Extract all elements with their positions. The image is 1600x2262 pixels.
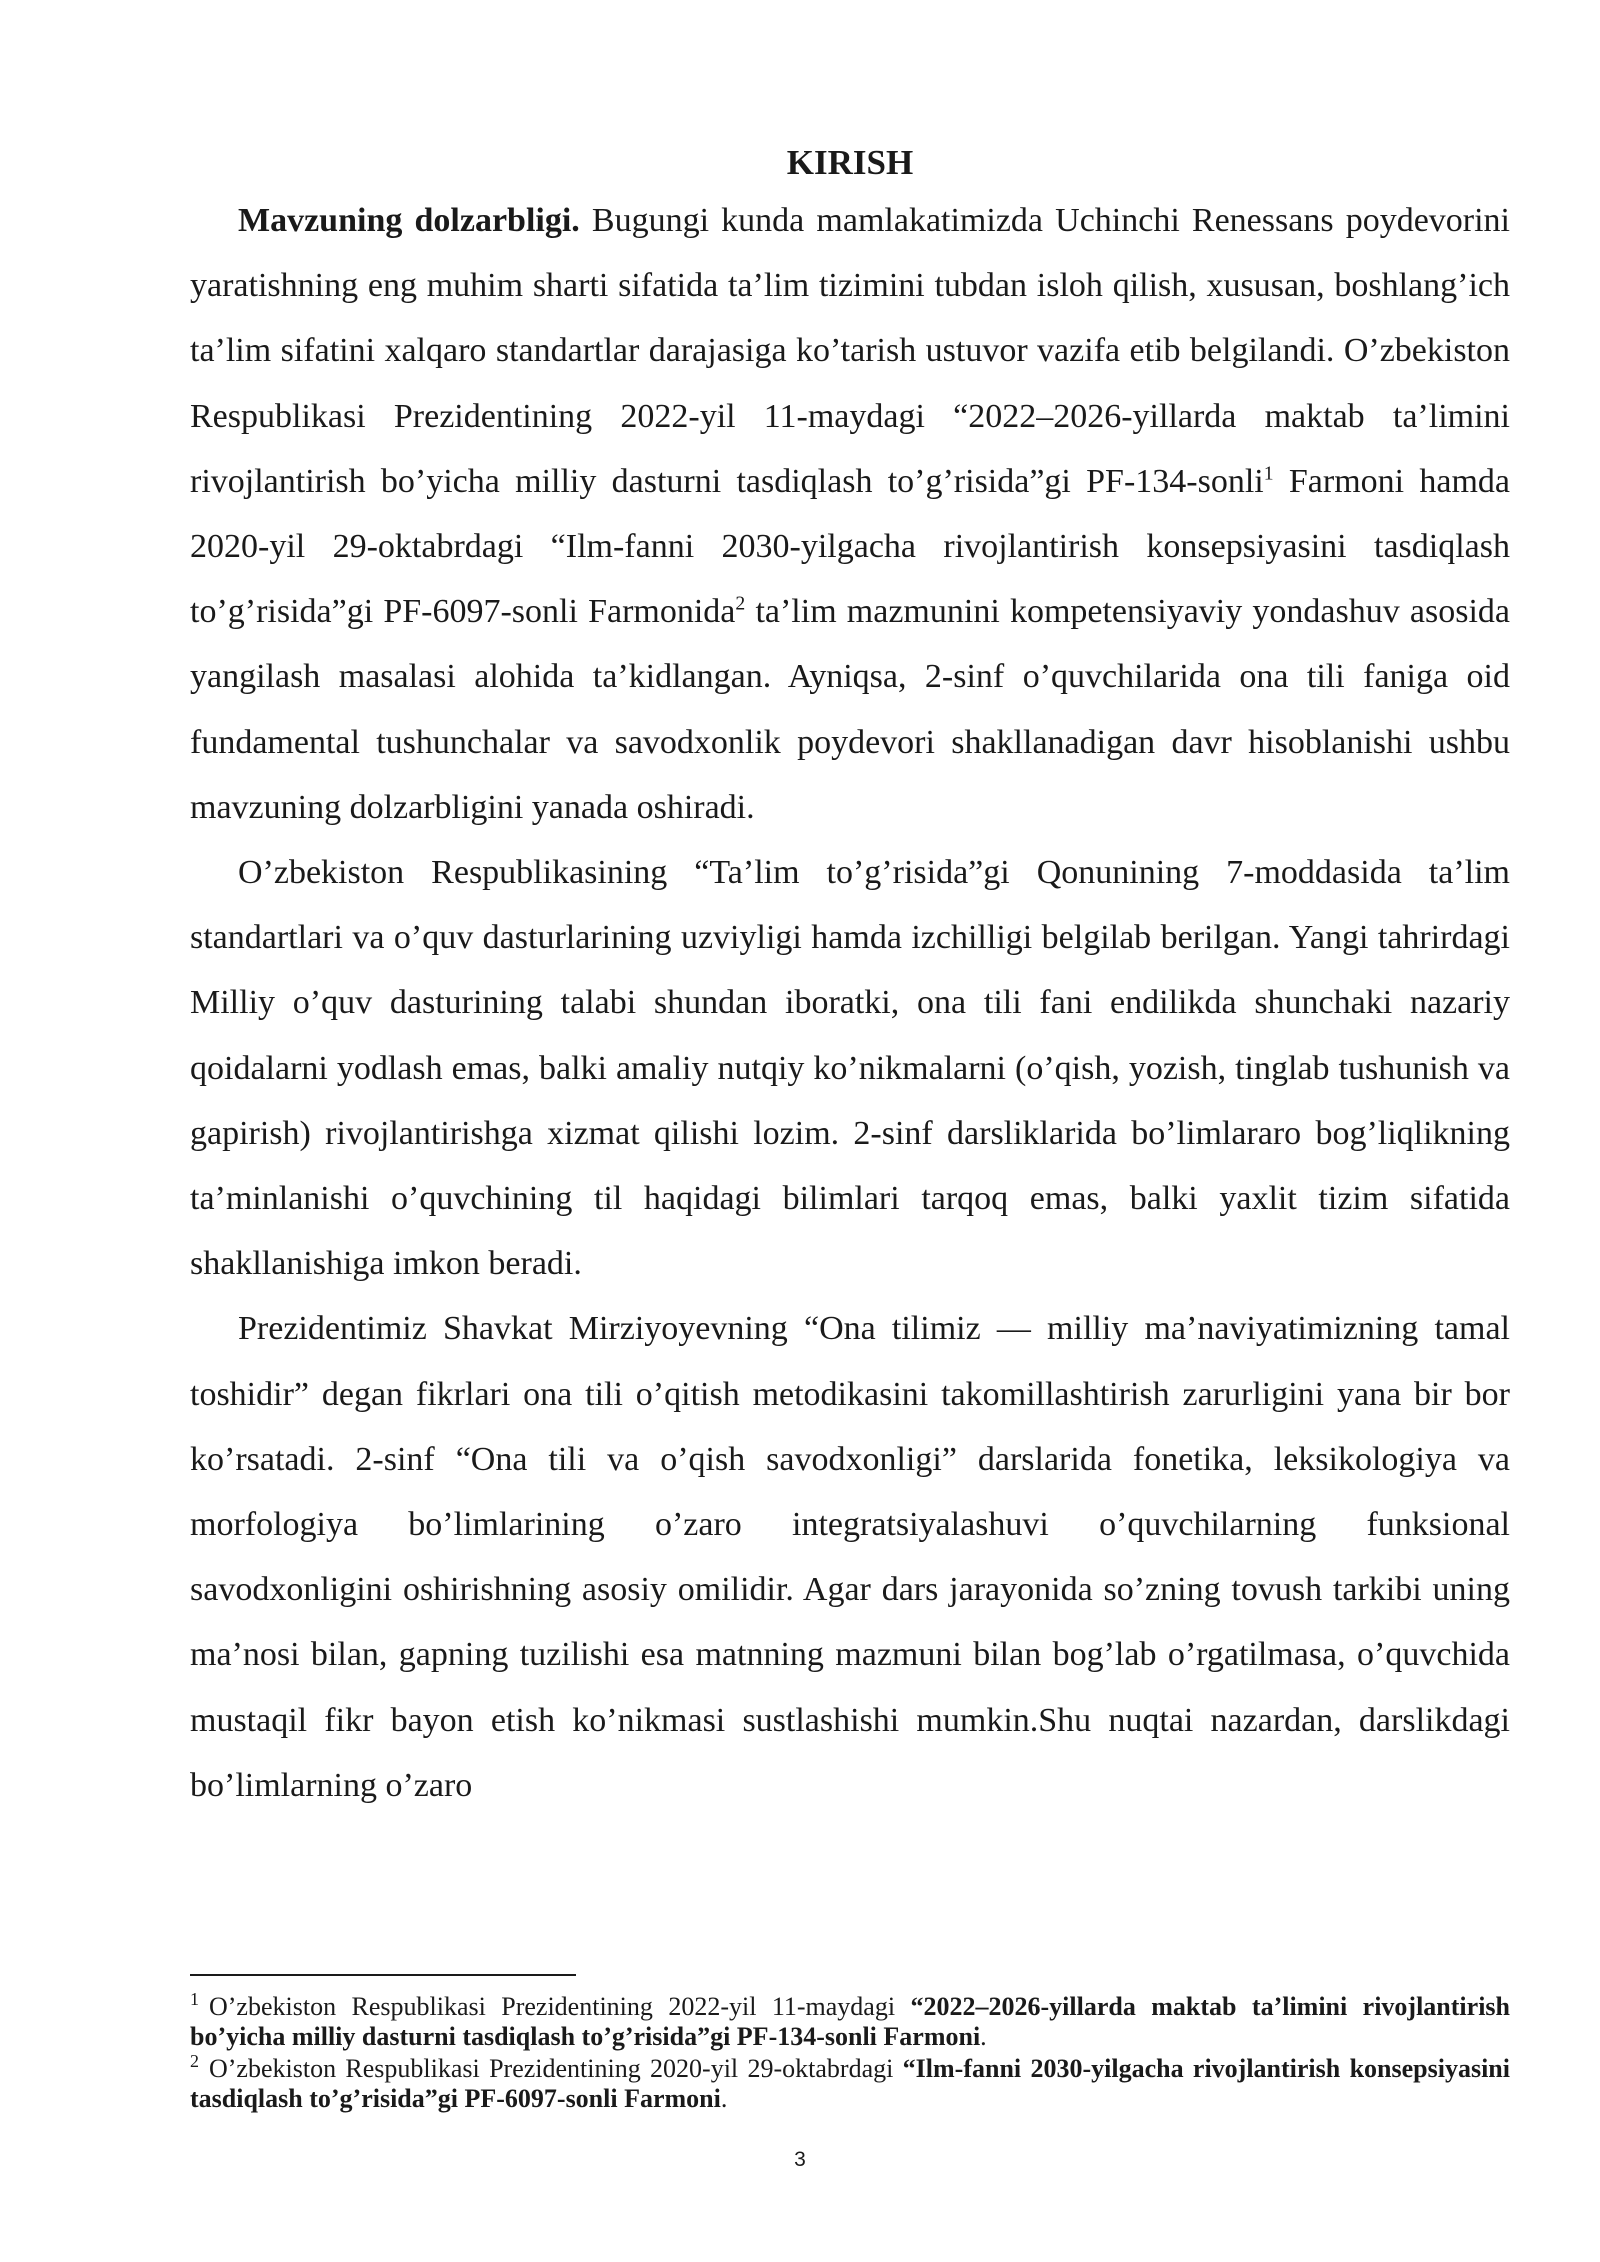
paragraph-relevance: [190, 188, 1510, 840]
section-heading: KIRISH: [786, 143, 914, 182]
paragraph-text: ta’lim mazmunini kompetensiyaviy yondashuv asosida yangilash masalasi alohida ta’kidlangan. Ayniqsa, 2-sinf o’quvchilarida ona tili faniga oid fundamental tushunchalar va savodxonlik poydevori shakllanadigan davr hisoblanishi ushbu mavzuning dolzarbligini yanada oshiradi.: [190, 593, 1510, 826]
footnote-text: O’zbekiston Respublikasi Prezidentining 2022-yil 11-maydagi: [209, 1992, 911, 2021]
footnote-end: .: [720, 2084, 728, 2113]
footnote-separator: [190, 1974, 576, 1976]
footnote-1: [190, 1989, 1510, 2052]
paragraph-lead: Mavzuning dolzarbligi.: [238, 202, 580, 239]
footnote-text: O’zbekiston Respublikasi Prezidentining 2020-yil 29-oktabrdagi: [209, 2054, 903, 2083]
page-number: 3: [794, 2148, 806, 2171]
paragraph-text: Farmoni hamda 2020-yil 29-oktabrdagi “Ilm-fanni 2030-yilgacha rivojlantirish konsepsiyasini tasdiqlash to’g’risida”gi PF-6097-sonli Farmonida: [190, 462, 1510, 631]
document-page: [190, 138, 1510, 1818]
footnote-ref-2[interactable]: 2: [735, 592, 746, 615]
footnote-title: “Ilm-fanni 2030-yilgacha rivojlantirish konsepsiyasini tasdiqlash to’g’risida”gi PF-6097-sonli Farmoni: [190, 2054, 1510, 2113]
footnote-number: 2: [190, 2051, 199, 2072]
paragraph-text: Bugungi kunda mamlakatimizda Uchinchi Renessans poydevorini yaratishning eng muhim sharti sifatida ta’lim tizimini tubdan isloh qilish, xususan, boshlang’ich ta’lim sifatini xalqaro standartlar darajasiga ko’tarish ustuvor vazifa etib belgilandi. O’zbekiston Respublikasi Prezidentining 2022-yil 11-maydagi “2022–2026-yillarda maktab ta’limini rivojlantirish bo’yicha milliy dasturni tasdiqlash to’g’risida”gi PF-134-sonli: [190, 202, 1510, 500]
footnote-ref-1[interactable]: 1: [1263, 462, 1274, 485]
paragraph-president-quote: Prezidentimiz Shavkat Mirziyoyevning “Ona tilimiz — milliy ma’naviyatimizning tamal toshidir” degan fikrlari ona tili o’qitish metodikasini takomillashtirish zarurligini yana bir bor ko’rsatadi. 2-sinf “Ona tili va o’qish savodxonligi” darslarida fonetika, leksikologiya va morfologiya bo’limlarining o’zaro integratsiyalashuvi o’quvchilarning funksional savodxonligini oshirishning asosiy omilidir. Agar dars jarayonida so’zning tovush tarkibi uning ma’nosi bilan, gapning tuzilishi esa matnning mazmuni bilan bog’lab o’rgatilmasa, o’quvchida mustaqil fikr bayon etish ko’nikmasi sustlashishi mumkin.Shu nuqtai nazardan, darslikdagi bo’limlarning o’zaro: [190, 1310, 1510, 1804]
footnote-title: “2022–2026-yillarda maktab ta’limini rivojlantirish bo’yicha milliy dasturni tasdiqlash to’g’risida”gi PF-134-sonli Farmoni: [190, 1992, 1510, 2051]
paragraph-law: O’zbekiston Respublikasining “Ta’lim to’g’risida”gi Qonunining 7-moddasida ta’lim standartlari va o’quv dasturlarining uzviyligi hamda izchilligi belgilab berilgan. Yangi tahrirdagi Milliy o’quv dasturining talabi shundan iboratki, ona tili fani endilikda shunchaki nazariy qoidalarni yodlash emas, balki amaliy nutqiy ko’nikmalarni (o’qish, yozish, tinglab tushunish va gapirish) rivojlantirishga xizmat qilishi lozim. 2-sinf darsliklarida bo’limlararo bog’liqlikning ta’minlanishi o’quvchining til haqidagi bilimlari tarqoq emas, balki yaxlit tizim sifatida shakllanishiga imkon beradi.: [190, 854, 1510, 1283]
footnotes: [190, 1989, 1510, 2116]
footnote-2: [190, 2051, 1510, 2114]
footnote-end: .: [980, 2022, 987, 2051]
footnote-number: 1: [190, 1989, 199, 2010]
